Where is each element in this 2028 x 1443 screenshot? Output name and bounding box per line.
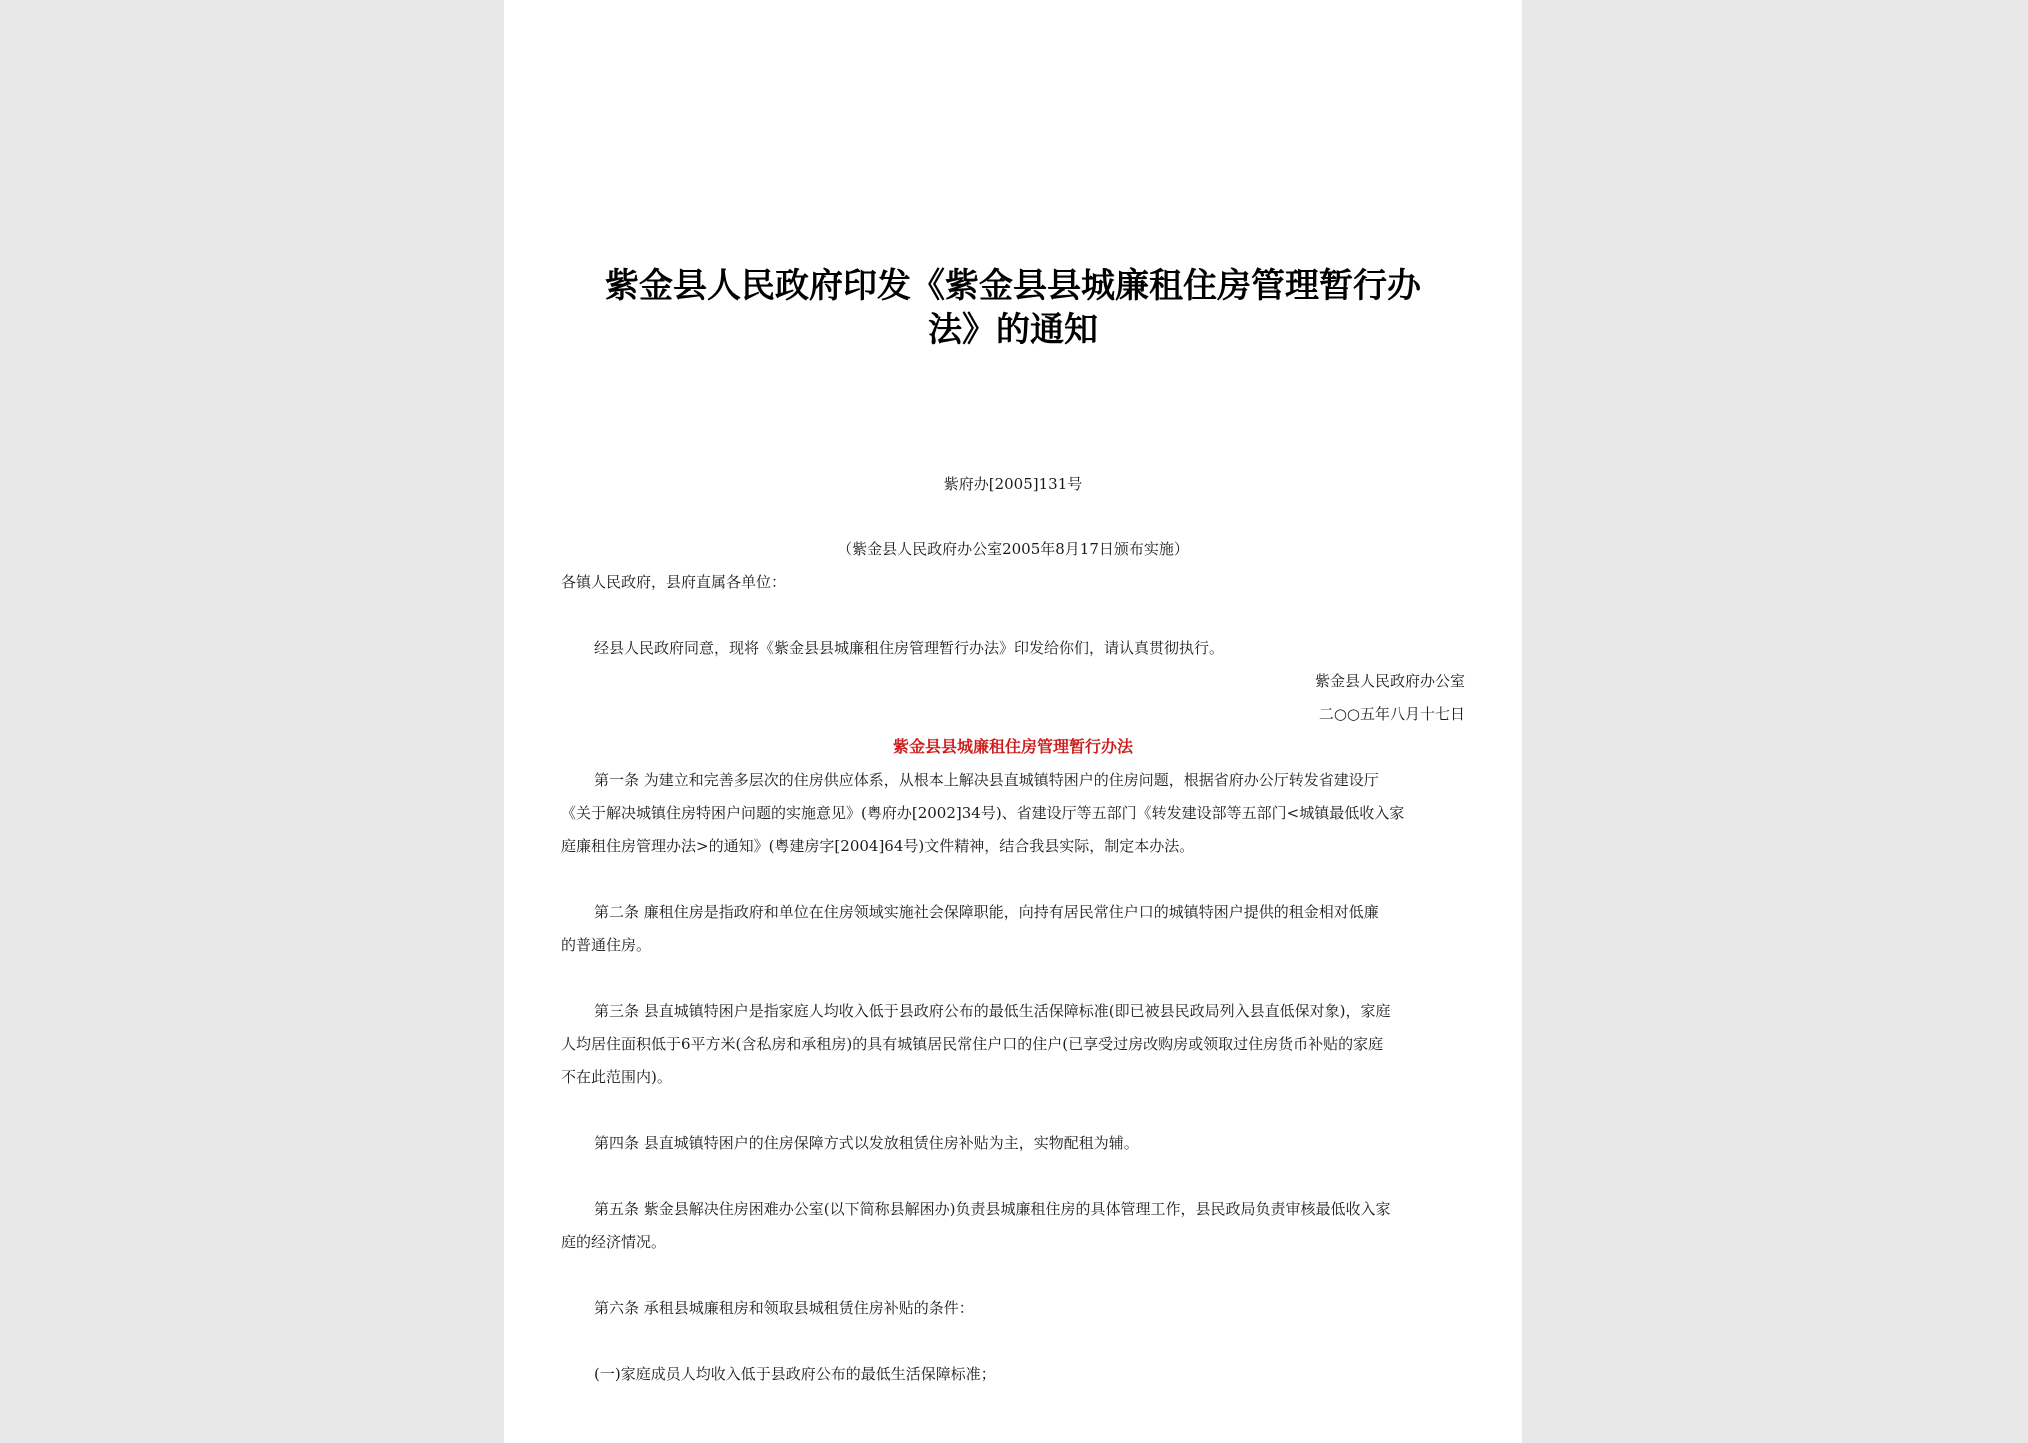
salutation: 各镇人民政府，县府直属各单位： bbox=[561, 573, 787, 591]
article-1-line-3: 庭廉租住房管理办法>的通知》(粤建房字[2004]64号)文件精神，结合我县实际，制定本办法。 bbox=[561, 837, 1195, 855]
signature-date: 二○○五年八月十七日 bbox=[1318, 705, 1465, 723]
measures-title: 紫金县县城廉租住房管理暂行办法 bbox=[892, 737, 1133, 756]
document-title-line-1: 紫金县人民政府印发《紫金县县城廉租住房管理暂行办 bbox=[605, 266, 1421, 306]
article-6-item-1: (一)家庭成员人均收入低于县政府公布的最低生活保障标准； bbox=[594, 1365, 996, 1383]
article-4-line-1: 第四条 县直城镇特困户的住房保障方式以发放租赁住房补贴为主，实物配租为辅。 bbox=[594, 1134, 1139, 1152]
article-5-line-2: 庭的经济情况。 bbox=[561, 1233, 667, 1251]
article-5-line-1: 第五条 紫金县解决住房困难办公室(以下简称县解困办)负责县城廉租住房的具体管理工作，县民政局负责审核最低收入家 bbox=[594, 1200, 1391, 1218]
article-1-line-2: 《关于解决城镇住房特困户问题的实施意见》(粤府办[2002]34号)、省建设厅等五部门《转发建设部等五部门<城镇最低收入家 bbox=[561, 804, 1405, 822]
signature-org: 紫金县人民政府办公室 bbox=[1314, 672, 1465, 690]
document-title-line-2: 法》的通知 bbox=[928, 310, 1098, 350]
article-3-line-3: 不在此范围内)。 bbox=[561, 1068, 672, 1086]
article-3-line-2: 人均居住面积低于6平方米(含私房和承租房)的具有城镇居民常住户口的住户(已享受过房改购房或领取过住房货币补贴的家庭 bbox=[561, 1035, 1384, 1053]
issue-note: （紫金县人民政府办公室2005年8月17日颁布实施） bbox=[837, 540, 1189, 558]
notice-body: 经县人民政府同意，现将《紫金县县城廉租住房管理暂行办法》印发给你们，请认真贯彻执行。 bbox=[594, 639, 1225, 657]
document-number: 紫府办[2005]131号 bbox=[943, 475, 1083, 493]
document-page bbox=[504, 0, 1522, 1443]
article-2-line-2: 的普通住房。 bbox=[561, 936, 652, 954]
article-6-line-1: 第六条 承租县城廉租房和领取县城租赁住房补贴的条件： bbox=[594, 1299, 974, 1317]
article-1-line-1: 第一条 为建立和完善多层次的住房供应体系，从根本上解决县直城镇特困户的住房问题，根据省府办公厅转发省建设厅 bbox=[594, 771, 1379, 789]
article-3-line-1: 第三条 县直城镇特困户是指家庭人均收入低于县政府公布的最低生活保障标准(即已被县民政局列入县直低保对象)，家庭 bbox=[594, 1002, 1391, 1020]
article-2-line-1: 第二条 廉租住房是指政府和单位在住房领域实施社会保障职能，向持有居民常住户口的城镇特困户提供的租金相对低廉 bbox=[594, 903, 1379, 921]
